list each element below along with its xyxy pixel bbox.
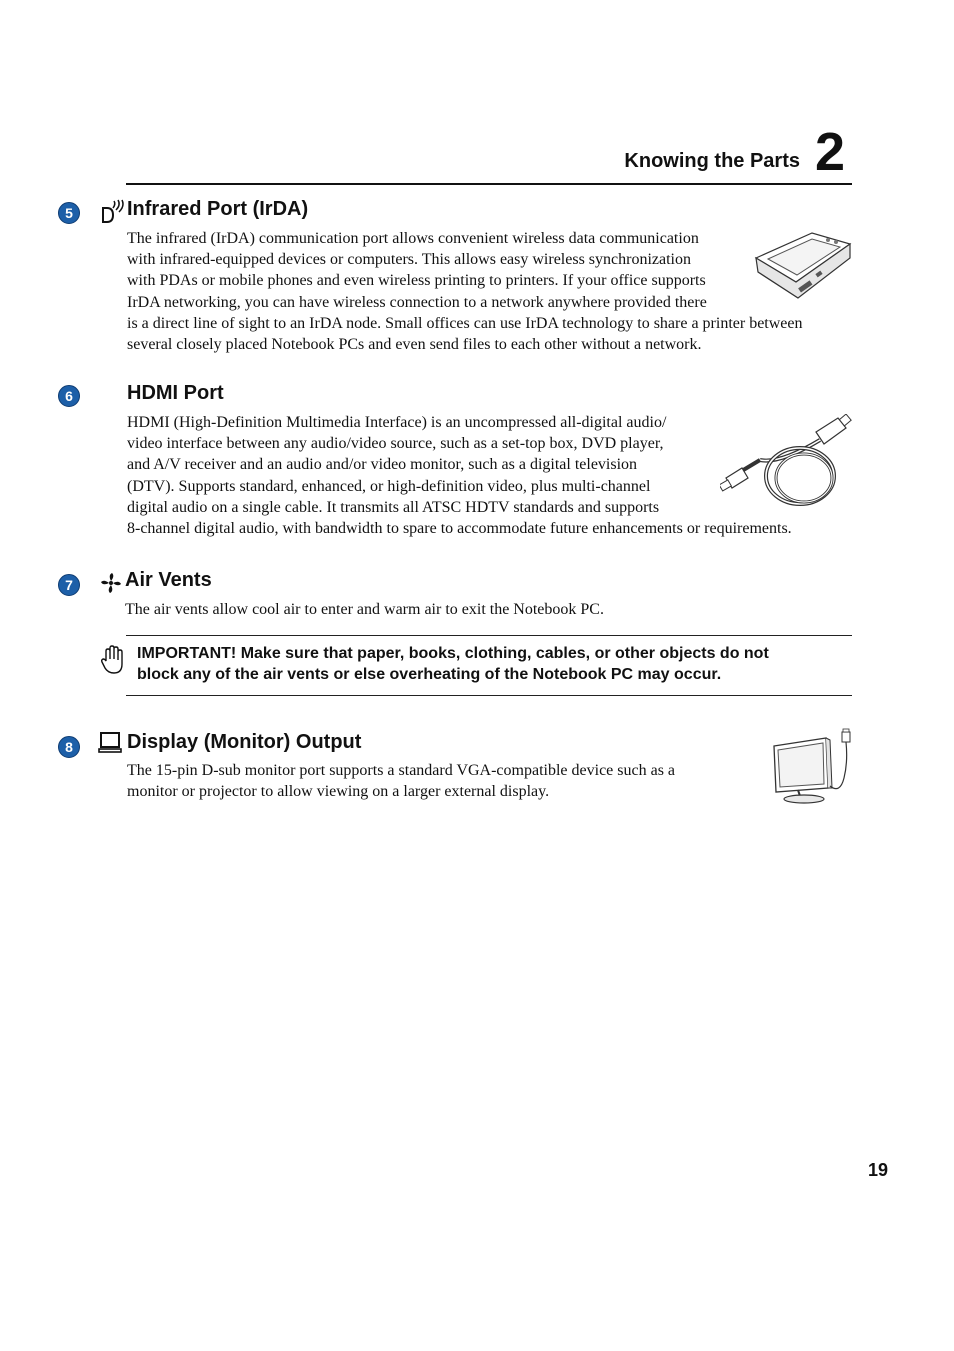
- monitor-icon: [98, 732, 122, 754]
- section-badge-7: 7: [58, 574, 80, 596]
- text-line: digital audio on a single cable. It transmits all ATSC HDTV standards and supports: [127, 498, 660, 516]
- text-line: and A/V receiver and an audio and/or video monitor, such as a digital television: [127, 456, 638, 474]
- text-line: HDMI (High-Definition Multimedia Interface) is an uncompressed all-digital audio/: [127, 414, 667, 431]
- text-line: The air vents allow cool air to enter and warm air to exit the Notebook PC.: [125, 601, 604, 618]
- text-line: IrDA networking, you can have wireless connection to a network anywhere provided there: [127, 293, 707, 311]
- text-line: is a direct line of sight to an IrDA node. Small offices can use IrDA technology to share a printer between: [127, 315, 803, 332]
- chapter-title: Knowing the Parts: [624, 150, 800, 172]
- section-title-air-vents: Air Vents: [125, 569, 212, 591]
- text-line: 8-channel digital audio, with bandwidth to spare to accommodate future enhancements or requirements.: [127, 520, 792, 537]
- infrared-icon: [100, 199, 124, 225]
- section-badge-8: 8: [58, 736, 80, 758]
- text-line: The infrared (IrDA) communication port allows convenient wireless data communication: [127, 230, 699, 247]
- section-badge-6: 6: [58, 385, 80, 407]
- text-line: (DTV). Supports standard, enhanced, or high-definition video, plus multi-channel: [127, 477, 651, 495]
- section-title-hdmi: HDMI Port: [127, 382, 224, 404]
- note-line: block any of the air vents or else overheating of the Notebook PC may occur.: [137, 666, 722, 683]
- note-line: IMPORTANT! Make sure that paper, books, clothing, cables, or other objects do not: [137, 645, 769, 662]
- text-line: The 15-pin D-sub monitor port supports a standard VGA-compatible device such as a: [127, 762, 676, 779]
- hdmi-paragraph-a: [127, 412, 712, 518]
- section-badge-5: 5: [58, 202, 80, 224]
- fan-icon: [100, 572, 122, 594]
- note-top-rule: [126, 635, 852, 636]
- text-line: with infrared-equipped devices or computers. This allows easy wireless synchronization: [127, 251, 691, 269]
- text-line: video interface between any audio/video source, such as a set-top box, DVD player,: [127, 435, 664, 453]
- section-title-display-output: Display (Monitor) Output: [127, 731, 362, 753]
- infrared-paragraph-b: [127, 313, 853, 355]
- hdmi-cable-illustration: [720, 414, 856, 512]
- pda-illustration: [752, 228, 854, 302]
- important-note: [137, 643, 852, 685]
- section-title-infrared: Infrared Port (IrDA): [127, 198, 309, 220]
- text-line: with PDAs or mobile phones and even wireless printing to printers. If your office supports: [127, 272, 706, 290]
- infrared-paragraph-a: [127, 228, 745, 313]
- chapter-number: 2: [815, 122, 846, 182]
- page-number: 19: [867, 1160, 888, 1180]
- header-divider: [126, 183, 852, 185]
- text-line: several closely placed Notebook PCs and even send files to each other without a network.: [127, 336, 702, 354]
- note-bottom-rule: [126, 695, 852, 696]
- monitor-illustration: [768, 728, 856, 808]
- text-line: monitor or projector to allow viewing on a larger external display.: [127, 783, 550, 801]
- air-vents-paragraph: [125, 599, 851, 620]
- hand-icon: [100, 645, 124, 675]
- display-output-paragraph: [127, 760, 757, 802]
- hdmi-paragraph-b: [127, 518, 853, 539]
